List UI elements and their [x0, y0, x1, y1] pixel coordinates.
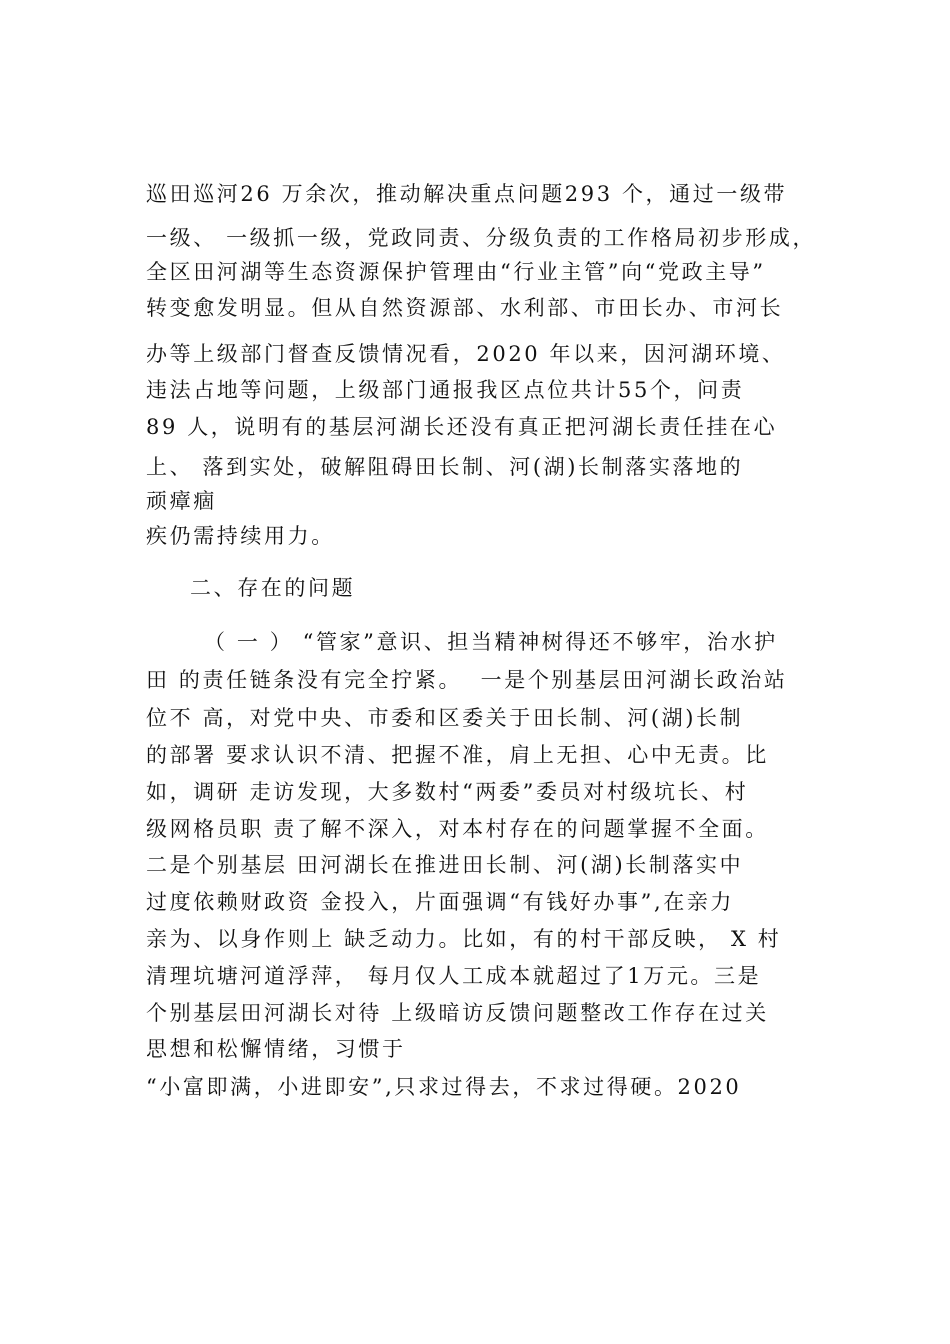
section-heading: 二、存在的问题 — [190, 576, 356, 600]
subsection-line: 亲为、以身作则上 缺乏动力。比如，有的村干部反映， X 村 — [146, 927, 782, 951]
subsection-line: 清理坑塘河道浮萍， 每月仅人工成本就超过了1万元。三是 — [146, 964, 762, 988]
paragraph-line: 巡田巡河26 万余次，推动解决重点问题293 个，通过一级带 — [146, 182, 788, 206]
paragraph-line: 上、 落到实处，破解阻碍田长制、河(湖)长制落实落地的 — [146, 455, 744, 479]
subsection-line: 的部署 要求认识不清、把握不准，肩上无担、心中无责。比 — [146, 743, 769, 767]
subsection-line: （ 一 ） “管家”意识、担当精神树得还不够牢，治水护 — [204, 630, 778, 654]
subsection-line: 位不 高，对党中央、市委和区委关于田长制、河(湖)长制 — [146, 706, 744, 730]
paragraph-line: 疾仍需持续用力。 — [146, 524, 335, 548]
paragraph-line: 办等上级部门督查反馈情况看，2020 年以来，因河湖环境、 — [146, 342, 786, 366]
paragraph-line: 违法占地等问题，上级部门通报我区点位共计55个，问责 — [146, 378, 745, 402]
subsection-line: 二是个别基层 田河湖长在推进田长制、河(湖)长制落实中 — [146, 853, 744, 877]
subsection-line: 个别基层田河湖长对待 上级暗访反馈问题整改工作存在过关 — [146, 1001, 769, 1025]
paragraph-line: 全区田河湖等生态资源保护管理由“行业主管”向“党政主导” — [146, 260, 766, 284]
subsection-line: 如，调研 走访发现，大多数村“两委”委员对村级坑长、村 — [146, 780, 749, 804]
subsection-line: “小富即满，小进即安”,只求过得去，不求过得硬。2020 — [146, 1075, 742, 1099]
paragraph-line: 89 人，说明有的基层河湖长还没有真正把河湖长责任挂在心 — [146, 415, 778, 439]
subsection-line: 过度依赖财政资 金投入，片面强调“有钱好办事”,在亲力 — [146, 890, 735, 914]
subsection-line: 田 的责任链条没有完全拧紧。 一是个别基层田河湖长政治站 — [146, 668, 788, 692]
paragraph-line: 一级、 一级抓一级，党政同责、分级负责的工作格局初步形成， — [146, 226, 817, 250]
subsection-line: 级网格员职 责了解不深入，对本村存在的问题掌握不全面。 — [146, 817, 769, 841]
paragraph-line: 转变愈发明显。但从自然资源部、水利部、市田长办、市河长 — [146, 296, 784, 320]
subsection-line: 思想和松懈情绪，习惯于 — [146, 1037, 406, 1061]
paragraph-line: 顽瘴痼 — [146, 489, 217, 513]
